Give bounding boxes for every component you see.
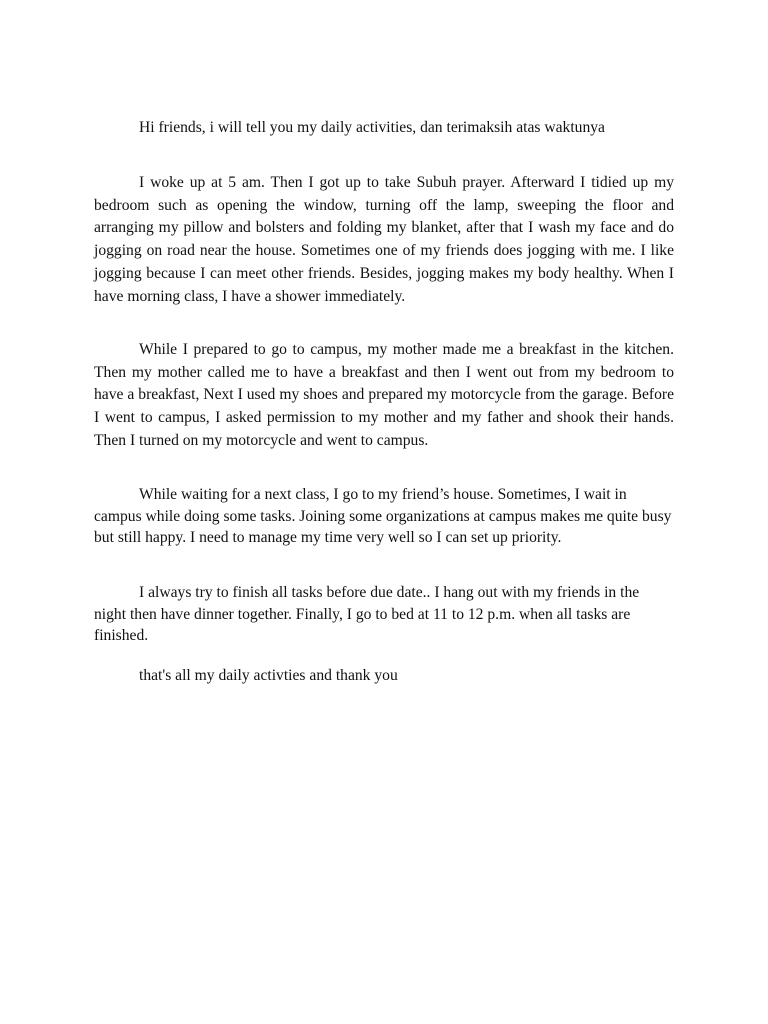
paragraph-campus-activities: While waiting for a next class, I go to my friend’s house. Sometimes, I wait in campus while doing some tasks. Joining some organizations at campus makes me quite busy but still happy. I need to manage my time very well so I can set up priority. [94,486,672,546]
paragraph-closing: that's all my daily activties and thank you [139,667,398,684]
paragraph-greeting: Hi friends, i will tell you my daily activities, dan terimaksih atas waktunya [139,119,605,136]
paragraph-morning-routine: I woke up at 5 am. Then I got up to take Subuh prayer. Afterward I tidied up my bedroom such as opening the window, turning off the lamp, sweeping the floor and arranging my pillow and bolsters and folding my blanket, after that I wash my face and do jogging on road near the house. Sometimes one of my friends does jogging with me. I like jogging because I can meet other friends. Besides, jogging makes my body healthy. When I have morning class, I have a shower immediately. [94,174,674,305]
paragraph-evening-routine: I always try to finish all tasks before due date.. I hang out with my friends in the night then have dinner together. Finally, I go to bed at 11 to 12 p.m. when all tasks are finished. [94,584,640,644]
paragraph-going-to-campus: While I prepared to go to campus, my mother made me a breakfast in the kitchen. Then my mother called me to have a breakfast and then I went out from my bedroom to have a breakfast, Next I used my shoes and prepared my motorcycle from the garage. Before I went to campus, I asked permission to my mother and my father and shook their hands. Then I turned on my motorcycle and went to campus. [94,341,674,449]
